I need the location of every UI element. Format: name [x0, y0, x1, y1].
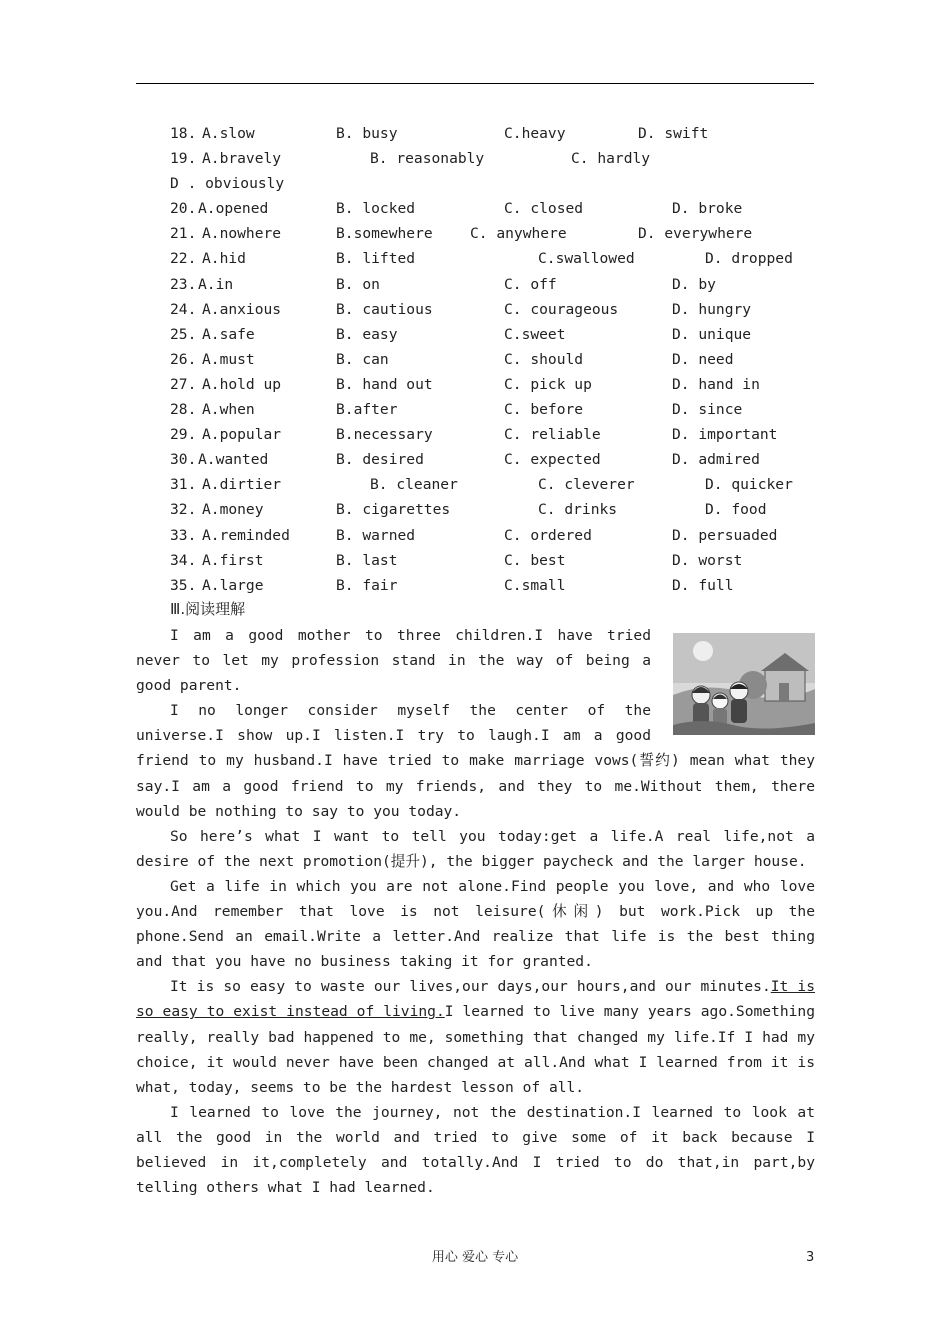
- option-a: A.hold up: [202, 375, 282, 393]
- option-c: C. best: [504, 551, 566, 569]
- option-b: B. warned: [336, 526, 416, 544]
- question-row: [170, 196, 820, 221]
- option-d: D. everywhere: [638, 225, 753, 243]
- question-number: 18.: [170, 125, 197, 142]
- option-b: B. hand out: [336, 375, 433, 393]
- option-c: C. cleverer: [538, 476, 635, 494]
- option-b: B. locked: [336, 200, 416, 218]
- footer-text: 用心 爱心 专心: [431, 1250, 519, 1265]
- option-b: B. reasonably: [370, 150, 485, 168]
- option-c: C. before: [504, 401, 584, 419]
- option-c: C.small: [504, 576, 566, 594]
- option-d: D. since: [672, 401, 743, 419]
- option-a: A.when: [202, 401, 255, 419]
- question-number: 25.: [170, 325, 197, 343]
- question-number: 20.: [170, 200, 197, 218]
- option-c: C. ordered: [504, 526, 592, 544]
- option-b: B. fair: [336, 576, 398, 594]
- option-d: D. hungry: [672, 300, 752, 318]
- option-a: A.safe: [202, 325, 255, 343]
- question-number: 33.: [170, 526, 197, 544]
- question-row: [170, 297, 820, 322]
- question-row: [170, 246, 820, 271]
- option-b: B.after: [336, 401, 398, 419]
- underlined-sentence: It is so easy to exist instead of living.: [136, 978, 815, 1021]
- question-number: 23.: [170, 275, 197, 293]
- option-a: A.anxious: [202, 300, 282, 318]
- question-row: [170, 221, 820, 246]
- option-b: B. lifted: [336, 250, 416, 268]
- option-c: C.swallowed: [538, 250, 635, 268]
- option-c: C. off: [504, 275, 557, 293]
- question-row: [170, 497, 820, 522]
- option-c: C.sweet: [504, 325, 566, 343]
- question-number: 21.: [170, 225, 197, 243]
- question-number: 22.: [170, 250, 197, 268]
- question-number: 30.: [170, 451, 197, 469]
- option-a: A.slow: [202, 125, 255, 142]
- option-b: B. cautious: [336, 300, 433, 318]
- option-b: B.necessary: [336, 426, 433, 444]
- option-c: C. reliable: [504, 426, 601, 444]
- option-b: B. desired: [336, 451, 424, 469]
- option-d: D. hand in: [672, 375, 760, 393]
- question-row: [170, 347, 820, 372]
- option-d: D. food: [705, 501, 767, 519]
- option-a: A.dirtier: [202, 476, 282, 494]
- option-c: C. closed: [504, 200, 584, 218]
- option-c: C. pick up: [504, 375, 592, 393]
- question-row: [170, 146, 820, 171]
- option-a: A.money: [202, 501, 264, 519]
- paragraph: So here’s what I want to tell you today:get a life.A real life,not a desire of the next promotion(提升), the bigger paycheck and the larger house.: [136, 827, 815, 870]
- question-number: 24.: [170, 300, 197, 318]
- option-d: D. dropped: [705, 250, 793, 268]
- page-number: 3: [806, 1250, 815, 1265]
- option-a: A.wanted: [198, 451, 269, 469]
- option-c: C. drinks: [538, 501, 618, 519]
- option-c: C.heavy: [504, 125, 566, 142]
- option-d: D. worst: [672, 551, 743, 569]
- paragraph: I learned to love the journey, not the destination.I learned to look at all the good in the world and tried to give some of it back because I believed in it,completely and totally.And I tried to do that,in part,by telling others what I had learned.: [136, 1103, 815, 1197]
- question-row: [170, 322, 820, 347]
- paragraph-text: It is so easy to waste our lives,our days,our hours,and our minutes.: [170, 978, 771, 996]
- option-b: B. on: [336, 275, 380, 293]
- option-b: B. cigarettes: [336, 501, 451, 519]
- question-row: [170, 272, 820, 297]
- question-row: [170, 372, 820, 397]
- question-row: [170, 573, 820, 598]
- paragraph: I am a good mother to three children.I have tried never to let my profession stand in the way of being a good parent.: [136, 627, 651, 695]
- family-illustration: [673, 633, 815, 735]
- paragraph: [136, 974, 815, 1099]
- option-a: A.hid: [202, 250, 246, 268]
- option-b: B. busy: [336, 125, 398, 142]
- question-row: [170, 121, 820, 146]
- option-a: A.first: [202, 551, 264, 569]
- option-d: D. swift: [638, 125, 709, 142]
- paragraph: I no longer consider myself the center of the universe.I show up.I listen.I try to laugh.I am a good friend to my husband.I have tried to make marriage vows(誓约) mean what they say.I am a good friend to my friends, and they to me.Without them, there would be nothing to say to you today.: [136, 702, 815, 820]
- options-list: [170, 121, 820, 598]
- paragraph: Get a life in which you are not alone.Find people you love, and who love you.And remember that love is not leisure(休闲) but work.Pick up the phone.Send an email.Write a letter.And realize that life is the best thing and that you have no business taking it for granted.: [136, 877, 815, 971]
- option-d: D . obviously: [170, 175, 285, 193]
- question-number: 34.: [170, 551, 197, 569]
- option-d: D. broke: [672, 200, 743, 218]
- option-a: A.popular: [202, 426, 282, 444]
- question-row: [170, 472, 820, 497]
- header-rule: [136, 83, 814, 84]
- question-number: 35.: [170, 576, 197, 594]
- question-row: [170, 397, 820, 422]
- question-row: [170, 548, 820, 573]
- option-c: C. should: [504, 350, 584, 368]
- section-title: Ⅲ.阅读理解: [170, 600, 246, 618]
- question-row: [170, 171, 820, 196]
- question-number: 19.: [170, 150, 197, 168]
- question-number: 31.: [170, 476, 197, 494]
- option-d: D. important: [672, 426, 778, 444]
- option-c: C. anywhere: [470, 225, 567, 243]
- option-d: D. unique: [672, 325, 752, 343]
- option-b: B. can: [336, 350, 389, 368]
- question-number: 32.: [170, 501, 197, 519]
- option-d: D. persuaded: [672, 526, 778, 544]
- option-a: A.opened: [198, 200, 269, 218]
- option-a: A.in: [198, 275, 234, 293]
- option-c: C. expected: [504, 451, 601, 469]
- option-a: A.large: [202, 576, 264, 594]
- option-a: A.bravely: [202, 150, 282, 168]
- option-b: B.somewhere: [336, 225, 433, 243]
- question-number: 28.: [170, 401, 197, 419]
- option-a: A.must: [202, 350, 255, 368]
- question-number: 29.: [170, 426, 197, 444]
- option-b: B. last: [336, 551, 398, 569]
- option-a: A.nowhere: [202, 225, 282, 243]
- option-d: D. admired: [672, 451, 760, 469]
- option-d: D. need: [672, 350, 734, 368]
- option-b: B. cleaner: [370, 476, 458, 494]
- question-number: 27.: [170, 375, 197, 393]
- option-a: A.reminded: [202, 526, 290, 544]
- question-row: [170, 422, 820, 447]
- option-d: D. quicker: [705, 476, 793, 494]
- option-b: B. easy: [336, 325, 398, 343]
- option-c: C. courageous: [504, 300, 619, 318]
- option-d: D. full: [672, 576, 734, 594]
- question-number: 26.: [170, 350, 197, 368]
- option-c: C. hardly: [571, 150, 651, 168]
- paragraph-text: I learned to live many years ago.Something really, really bad happened to me, something that changed my life.If I had my choice, it would never have been changed at all.And what I learned from it is what, today, seems to be the hardest lesson of all.: [136, 1003, 815, 1096]
- option-d: D. by: [672, 275, 716, 293]
- reading-passage: [136, 623, 815, 1200]
- question-row: [170, 447, 820, 472]
- question-row: [170, 523, 820, 548]
